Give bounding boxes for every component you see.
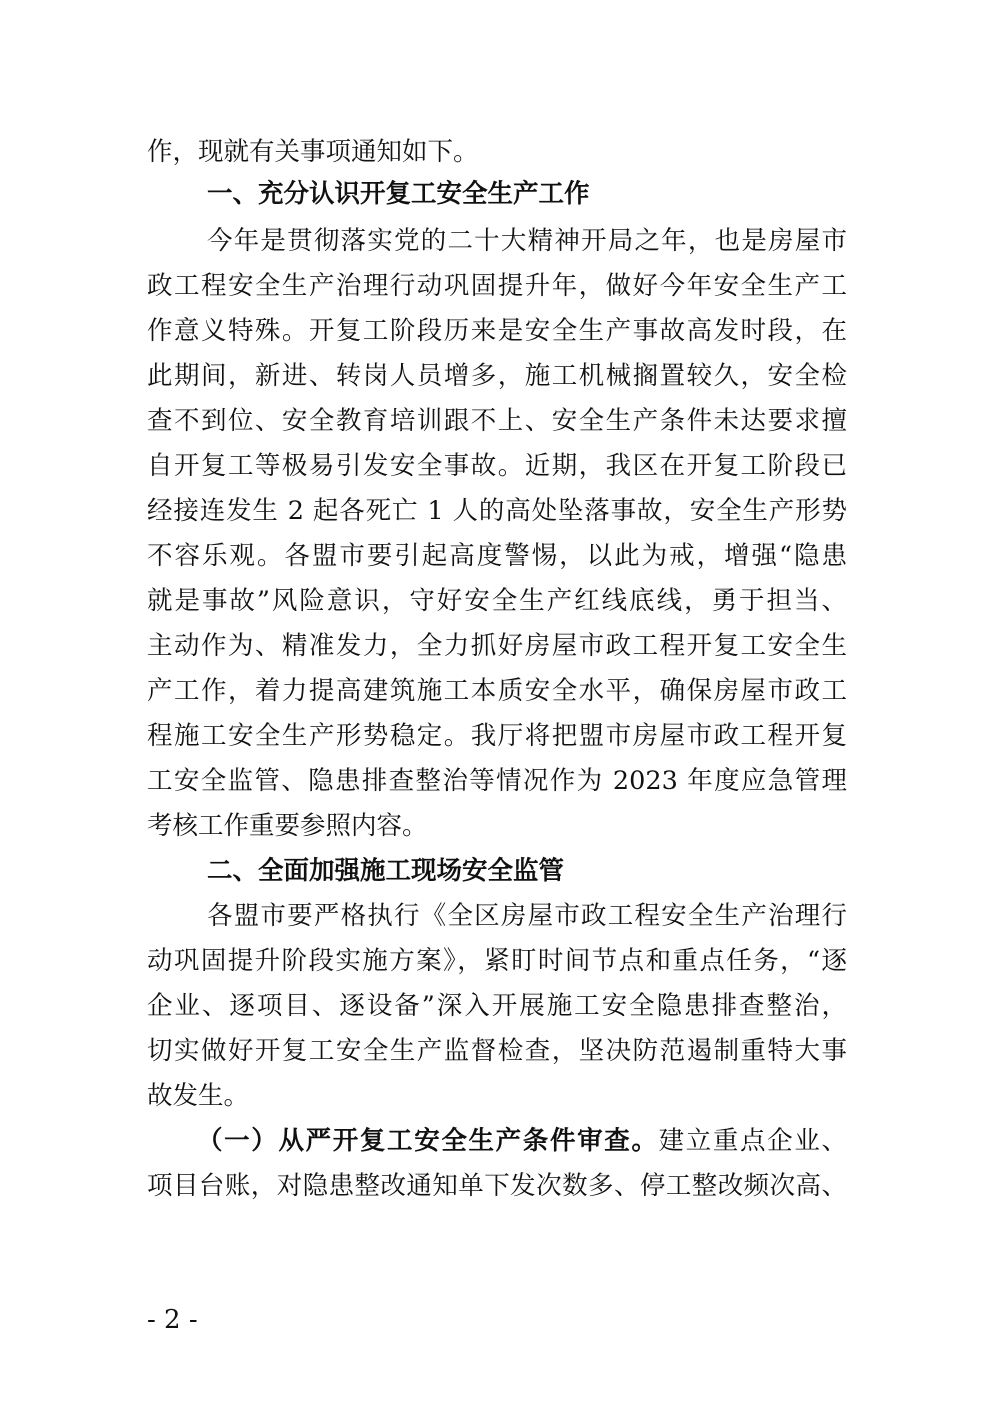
section-1-line: 不容乐观。各盟市要引起高度警惕，以此为戒，增强“隐患 — [147, 541, 847, 571]
section-1-line: 考核工作重要参照内容。 — [147, 811, 428, 841]
subsection-1-line: 项目台账，对隐患整改通知单下发次数多、停工整改频次高、 — [147, 1171, 847, 1201]
section-2-heading: 二、全面加强施工现场安全监管 — [207, 856, 565, 886]
section-1-line: 程施工安全生产形势稳定。我厅将把盟市房屋市政工程开复 — [147, 721, 847, 751]
section-2-line: 各盟市要严格执行《全区房屋市政工程安全生产治理行 — [207, 901, 847, 931]
section-1-line: 工安全监管、隐患排查整治等情况作为 2023 年度应急管理 — [147, 766, 847, 796]
section-2-line: 切实做好开复工安全生产监督检查，坚决防范遏制重特大事 — [147, 1036, 847, 1066]
section-1-line: 今年是贯彻落实党的二十大精神开局之年，也是房屋市 — [207, 226, 847, 256]
page-number: - 2 - — [147, 1305, 198, 1335]
section-1-line: 就是事故”风险意识，守好安全生产红线底线，勇于担当、 — [147, 586, 847, 616]
section-1-line: 查不到位、安全教育培训跟不上、安全生产条件未达要求擅 — [147, 406, 847, 436]
section-1-line: 自开复工等极易引发安全事故。近期，我区在开复工阶段已 — [147, 451, 847, 481]
section-2-line: 动巩固提升阶段实施方案》，紧盯时间节点和重点任务，“逐 — [147, 946, 847, 976]
section-1-line: 政工程安全生产治理行动巩固提升年，做好今年安全生产工 — [147, 271, 847, 301]
intro-line: 作，现就有关事项通知如下。 — [147, 137, 479, 167]
section-1-line: 主动作为、精准发力，全力抓好房屋市政工程开复工安全生 — [147, 631, 847, 661]
section-1-heading: 一、充分认识开复工安全生产工作 — [207, 179, 590, 209]
section-2-line: 企业、逐项目、逐设备”深入开展施工安全隐患排查整治， — [147, 991, 847, 1021]
section-1-line: 产工作，着力提高建筑施工本质安全水平，确保房屋市政工 — [147, 676, 847, 706]
section-2-line: 故发生。 — [147, 1081, 250, 1111]
subsection-1-heading: （一）从严开复工安全生产条件审查。 — [197, 1126, 659, 1156]
section-1-line: 经接连发生 2 起各死亡 1 人的高处坠落事故，安全生产形势 — [147, 496, 847, 526]
subsection-1-first-line — [197, 1119, 847, 1163]
subsection-1-text: 建立重点企业、 — [658, 1126, 847, 1156]
section-1-line: 此期间，新进、转岗人员增多，施工机械搁置较久，安全检 — [147, 361, 847, 391]
section-1-line: 作意义特殊。开复工阶段历来是安全生产事故高发时段，在 — [147, 316, 847, 346]
